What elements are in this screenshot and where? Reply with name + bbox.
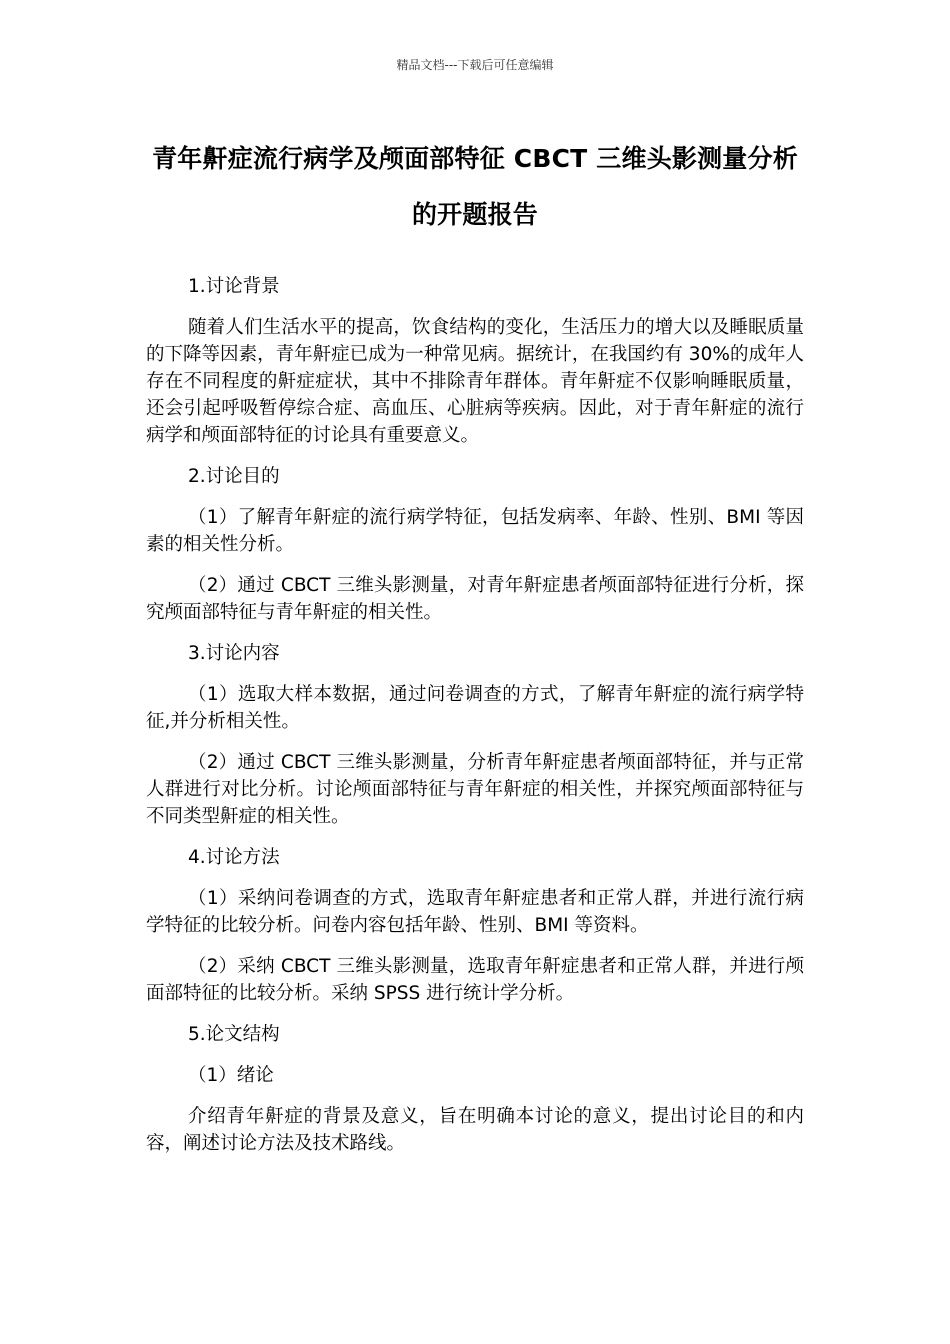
- paragraph-introduction: 介绍青年鼾症的背景及意义，旨在明确本讨论的意义，提出讨论目的和内容，阐述讨论方法及技术路线。: [146, 1106, 804, 1154]
- paragraph-method-2: （2）采纳 CBCT 三维头影测量，选取青年鼾症患者和正常人群，并进行颅面部特征的比较分析。采纳 SPSS 进行统计学分析。: [146, 956, 804, 1004]
- document-body: [146, 273, 804, 1171]
- paragraph-method-1: （1）采纳问卷调查的方式，选取青年鼾症患者和正常人群，并进行流行病学特征的比较分析。问卷内容包括年龄、性别、BMI 等资料。: [146, 888, 804, 936]
- section-heading-structure: 5.论文结构: [188, 1024, 280, 1045]
- section-heading-purpose: 2.讨论目的: [188, 466, 280, 487]
- section-heading-content: 3.讨论内容: [188, 643, 280, 664]
- paragraph-purpose-1: （1）了解青年鼾症的流行病学特征，包括发病率、年龄、性别、BMI 等因素的相关性分析。: [146, 507, 804, 555]
- section-heading-method: 4.讨论方法: [188, 847, 280, 868]
- subheading-introduction: （1）绪论: [188, 1065, 274, 1086]
- page-header: 精品文档---下载后可任意编辑: [396, 58, 554, 72]
- paragraph-purpose-2: （2）通过 CBCT 三维头影测量，对青年鼾症患者颅面部特征进行分析，探究颅面部特征与青年鼾症的相关性。: [146, 575, 804, 623]
- paragraph-background: 随着人们生活水平的提高，饮食结构的变化，生活压力的增大以及睡眠质量的下降等因素，青年鼾症已成为一种常见病。据统计，在我国约有 30%的成年人存在不同程度的鼾症症状，其中不排除青年群体。青年鼾症不仅影响睡眠质量，还会引起呼吸暂停综合症、高血压、心脏病等疾病。因此，对于青年鼾症的流行病学和颅面部特征的讨论具有重要意义。: [146, 317, 804, 446]
- document-title: 青年鼾症流行病学及颅面部特征 CBCT 三维头影测量分析的开题报告: [152, 144, 798, 229]
- section-heading-background: 1.讨论背景: [188, 276, 280, 297]
- paragraph-content-1: （1）选取大样本数据，通过问卷调查的方式，了解青年鼾症的流行病学特征,并分析相关性。: [146, 684, 804, 732]
- paragraph-content-2: （2）通过 CBCT 三维头影测量，分析青年鼾症患者颅面部特征，并与正常人群进行对比分析。讨论颅面部特征与青年鼾症的相关性，并探究颅面部特征与不同类型鼾症的相关性。: [146, 752, 804, 827]
